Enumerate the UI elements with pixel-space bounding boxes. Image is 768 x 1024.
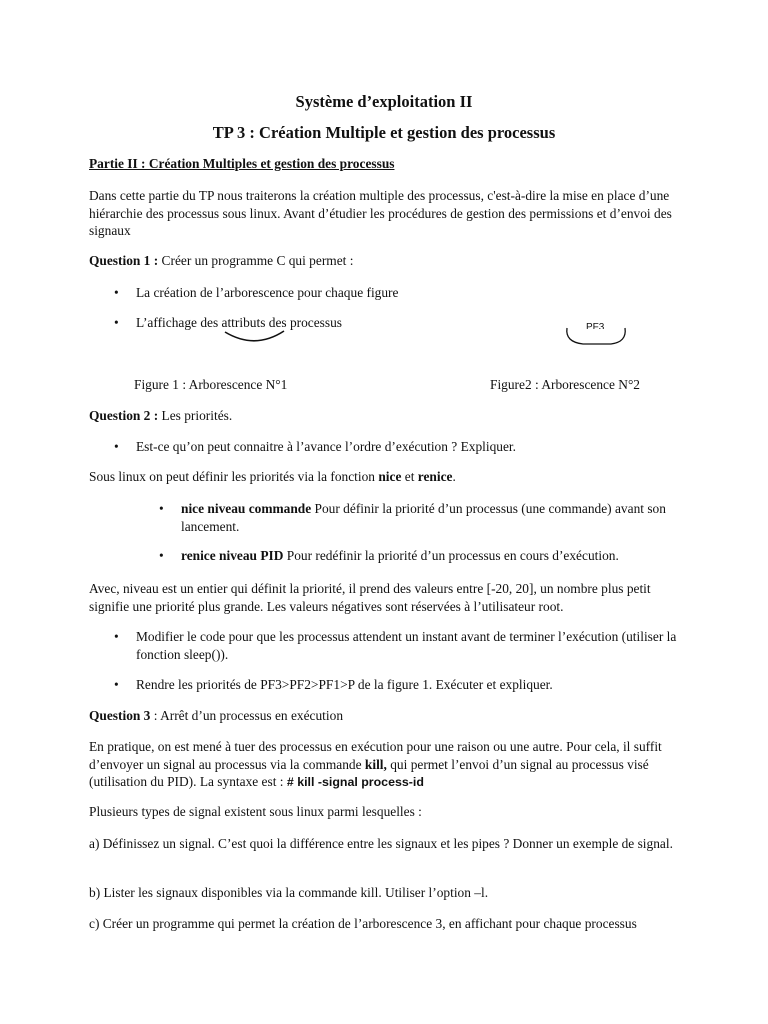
bullet-dot-icon: • [114, 629, 119, 644]
question-3 [89, 707, 679, 725]
q1-bullet-1 [114, 284, 696, 302]
kill-syntax: # kill -signal process-id [286, 775, 424, 790]
q2-bullet-1-text: Est-ce qu’on peut connaitre à l’avance l’ordre d’exécution ? Expliquer. [136, 439, 516, 454]
nice-end: . [452, 469, 456, 484]
nice-intro-text: Sous linux on peut définir les priorités via la fonction [89, 469, 379, 484]
renice-word: renice [417, 469, 453, 484]
renice-command-text: Pour redéfinir la priorité d’un processus en cours d’exécution. [283, 548, 619, 563]
nice-command-item [159, 500, 681, 535]
figure-2-node-label: PF3 [586, 322, 605, 329]
question-3-label: Question 3 [89, 708, 151, 723]
priority-range-paragraph: Avec, niveau est un entier qui définit la priorité, il prend des valeurs entre [-20, 20], un nombre plus petit signifie une priorité plus grande. Les valeurs négatives sont réservées à l’utilisateur root. [89, 581, 651, 614]
signal-types: Plusieurs types de signal existent sous linux parmi lesquelles : [89, 804, 422, 819]
figure-2-caption: Figure2 : Arborescence N°2 [490, 377, 641, 392]
figure-2-node-fragment [563, 326, 633, 352]
figure-1-caption: Figure 1 : Arborescence N°1 [134, 377, 288, 392]
nice-and: et [401, 469, 418, 484]
bullet-dot-icon: • [114, 285, 119, 300]
question-2-label: Question 2 : [89, 408, 159, 423]
item-a: a) Définissez un signal. C’est quoi la différence entre les signaux et les pipes ? Donner un exemple de signal. [89, 836, 673, 851]
bullet-dot-icon: • [159, 548, 164, 563]
bullet-dot-icon: • [114, 439, 119, 454]
question-2-text: Les priorités. [158, 408, 233, 423]
item-b: b) Lister les signaux disponibles via la commande kill. Utiliser l’option –l. [89, 885, 489, 900]
question-1-label: Question 1 : [89, 253, 159, 268]
bullet-dot-icon: • [114, 677, 119, 692]
question-2 [89, 407, 679, 425]
document-subtitle: TP 3 : Création Multiple et gestion des processus [212, 123, 556, 142]
question-3-text: : Arrêt d’un processus en exécution [150, 708, 344, 723]
renice-command-label: renice niveau PID [181, 548, 284, 563]
part-heading [89, 155, 679, 173]
item-c: c) Créer un programme qui permet la création de l’arborescence 3, en affichant pour chaque processus [89, 916, 637, 931]
kill-paragraph [89, 738, 679, 791]
renice-command-item [159, 547, 681, 565]
figure-1-edge-fragment [222, 328, 288, 348]
nice-intro [89, 468, 679, 486]
q2-bullet-3-text: Rendre les priorités de PF3>PF2>PF1>P de la figure 1. Exécuter et expliquer. [136, 677, 553, 692]
kill-paragraph-text: En pratique, on est mené à tuer des processus en exécution pour une raison ou une autre. Pour cela, il suffit d’envoyer un signal au processus via la commande [89, 739, 662, 772]
q1-bullet-1-text: La création de l’arborescence pour chaque figure [136, 285, 399, 300]
question-1-text: Créer un programme C qui permet : [158, 253, 354, 268]
kill-word: kill, [364, 756, 387, 772]
nice-command-text: Pour définir la priorité d’un processus (une commande) avant son lancement. [181, 501, 666, 534]
part-heading-text: Partie II : Création Multiples et gestion des processus [89, 156, 395, 171]
q1-bullet-2-text: L’affichage des attributs des processus [136, 315, 343, 330]
bullet-dot-icon: • [159, 501, 164, 516]
question-1 [89, 252, 679, 270]
q2-bullet-2 [114, 628, 696, 663]
q2-bullet-1 [114, 438, 696, 456]
q2-bullet-2-text: Modifier le code pour que les processus attendent un instant avant de terminer l’exécution (utiliser la fonction sleep()). [136, 629, 677, 662]
q2-bullet-3 [114, 676, 696, 694]
intro-paragraph: Dans cette partie du TP nous traiterons la création multiple des processus, c'est-à-dire la mise en place d’une hiérarchie des processus sous linux. Avant d’étudier les procédures de gestion des permissions et d’envoi des signaux [89, 188, 672, 239]
nice-command-label: nice niveau commande [181, 501, 312, 516]
nice-word: nice [378, 469, 402, 484]
kill-paragraph-text-2: qui permet l’envoi d’un signal au processus visé (utilisation du PID). La syntaxe est : [89, 756, 649, 790]
document-title: Système d’exploitation II [295, 92, 473, 111]
bullet-dot-icon: • [114, 315, 119, 330]
